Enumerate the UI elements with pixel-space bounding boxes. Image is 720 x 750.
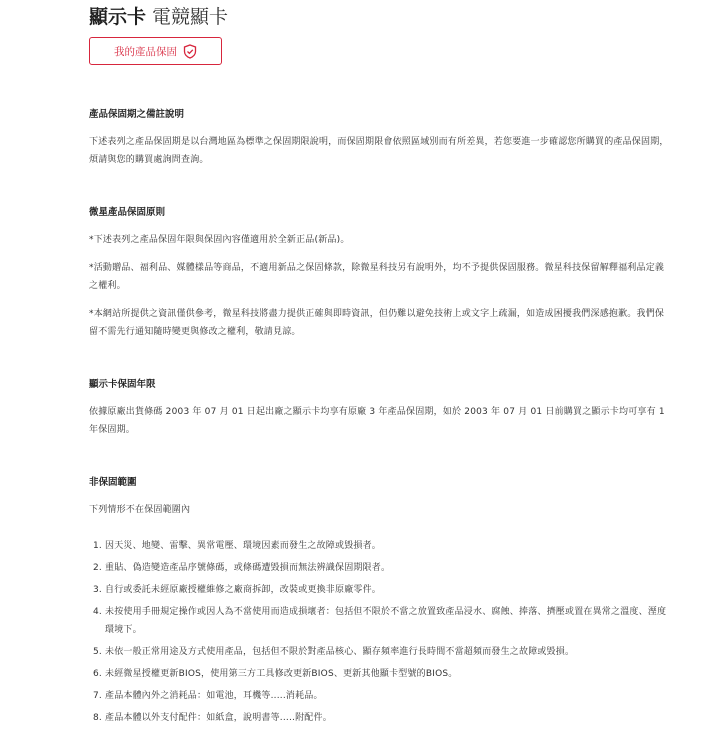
section-title-vga-period: 顯示卡保固年限 [89, 379, 156, 390]
exclusion-item: 7. 產品本體內外之消耗品：如電池，耳機等.....消耗品。 [105, 687, 671, 705]
shield-check-icon [183, 44, 197, 59]
exclusion-item: 8. 產品本體以外支付配件：如紙盒，說明書等.....附配件。 [105, 709, 671, 727]
exclusion-item: 6. 未經微星授權更新BIOS，使用第三方工具修改更新BIOS、更新其他顯卡型號的BIOS。 [105, 665, 671, 683]
exclusions-intro: 下列情形不在保固範圍內 [89, 505, 191, 515]
product-category-title: 顯示卡 [89, 6, 147, 28]
exclusion-item: 1. 因天災、地變、雷擊、異常電壓、環境因素而發生之故障或毀損者。 [105, 537, 671, 555]
product-subcategory-title: 電競顯卡 [152, 6, 229, 28]
exclusion-item: 2. 重貼、偽造變造產品序號條碼，或條碼遭毀損而無法辨識保固期限者。 [105, 559, 671, 577]
principle-item: *本網站所提供之資訊僅供參考，微星科技將盡力提供正確與即時資訊，但仍難以避免技術上或文字上疏漏，如造成困擾我們深感抱歉。我們保留不需先行通知隨時變更與修改之權利，敬請見諒。 [89, 309, 665, 337]
exclusion-item: 5. 未依一般正常用途及方式使用產品，包括但不限於對產品核心、顯存頻率進行長時間不當超頻而發生之故障或毀損。 [105, 643, 671, 661]
warranty-button-label: 我的產品保固 [114, 45, 177, 58]
section-title-exclusions: 非保固範圍 [89, 477, 137, 488]
page-title [89, 2, 228, 29]
section-title-warranty-notes: 產品保固期之備註說明 [89, 109, 185, 120]
principle-item: *下述表列之產品保固年限與保固內容僅適用於全新正品(新品)。 [89, 235, 350, 245]
my-product-warranty-button[interactable] [89, 37, 222, 65]
exclusions-list [89, 537, 671, 727]
vga-period-text: 依據原廠出貨條碼 2003 年 07 月 01 日起出廠之顯示卡均享有原廠 3 年產品保固期，如於 2003 年 07 月 01 日前購買之顯示卡均可享有 1 年保固期。 [89, 407, 665, 435]
exclusion-item: 4. 未按使用手冊規定操作或因人為不當使用而造成損壞者：包括但不限於不當之放置致產品浸水、腐蝕、捧落、擠壓或置在異常之溫度、溼度環境下。 [105, 603, 671, 639]
warranty-content [89, 106, 671, 731]
principle-item: *活動贈品、福利品、媒體樣品等商品，不適用新品之保固條款，除微星科技另有說明外，均不予提供保固服務。微星科技保留解釋福利品定義之權利。 [89, 263, 665, 291]
section-title-principles: 微星產品保固原則 [89, 207, 166, 218]
warranty-notes-text: 下述表列之產品保固期是以台灣地區為標準之保固期限說明，而保固期限會依照區域別而有所差異，若您要進一步確認您所購買的產品保固期，煩請與您的購買處詢問查詢。 [89, 137, 669, 165]
exclusion-item: 3. 自行或委託未經原廠授權維修之廠商拆卸，改裝或更換非原廠零件。 [105, 581, 671, 599]
